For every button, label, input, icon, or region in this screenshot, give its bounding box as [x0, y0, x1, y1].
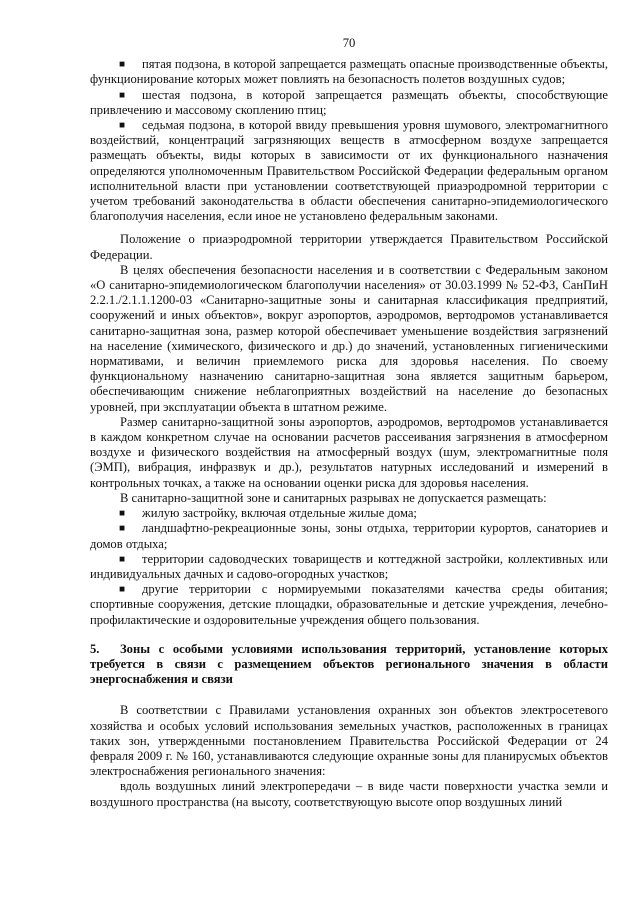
bullet-list-subzones: [90, 57, 608, 224]
bullet-item: ■ территории садоводческих товариществ и коттеджной застройки, коллективных или индивидуальных дачных и садово-огородных участков;: [90, 551, 608, 581]
paragraph: В санитарно-защитной зоне и санитарных разрывах не допускается размещать:: [120, 490, 547, 505]
bullet-icon: ■: [119, 508, 126, 520]
bullet-icon: ■: [119, 59, 126, 71]
bullet-item: ■ другие территории с нормируемыми показателями качества среды обитания; спортивные сооружения, детские площадки, образовательные и детские учреждения, лечебно-профилактические и оздоровительные учреждения общего пользования.: [90, 582, 608, 627]
section-title: Зоны с особыми условиями использования территорий, установление которых требуется в связи с размещением объектов регионального значения в области энергоснабжения и связи: [90, 641, 608, 687]
bullet-icon: ■: [119, 553, 126, 565]
bullet-item: ■ шестая подзона, в которой запрещается размещать объекты, способствующие привлечению и массовому скоплению птиц;: [90, 87, 608, 117]
paragraph: Положение о приаэродромной территории утверждается Правительством Российской Федерации.: [90, 232, 608, 262]
bullet-icon: ■: [119, 120, 126, 132]
section-number: 5.: [90, 641, 100, 656]
bullet-icon: ■: [119, 584, 126, 596]
paragraph: В соответствии с Правилами установления охранных зон объектов электросетевого хозяйства и особых условий использования земельных участков, расположенных в границах таких зон, утвержденными постановлением Правительства Российской Федерации от 24 февраля 2009 г. № 160, устанавливаются следующие охранные зоны для планирусмых объектов электроснабжения регионального значения:: [90, 703, 608, 779]
bullet-item: ■ ландшафтно-рекреационные зоны, зоны отдыха, территории курортов, санаториев и домов отдыха;: [90, 521, 608, 551]
section-heading: [90, 642, 608, 688]
document-page: [90, 36, 608, 810]
paragraph: вдоль воздушных линий электропередачи – в виде части поверхности участка земли и воздушного пространства (на высоту, соответствующую высоте опор воздушных линий: [90, 779, 608, 809]
bullet-item: ■ пятая подзона, в которой запрещается размещать опасные производственные объекты, функционирование которых может повлиять на безопасность полетов воздушных судов;: [90, 57, 608, 87]
bullet-item: ■ жилую застройку, включая отдельные жилые дома;: [119, 506, 417, 521]
paragraph: Размер санитарно-защитной зоны аэропортов, аэродромов, вертодромов устанавливается в каждом конкретном случае на основании расчетов рассеивания загрязнения в атмосферном воздухе и физического воздействия на атмосферный воздух (шум, электромагнитные поля (ЭМП), вибрация, инфразвук и др.), результатов натурных исследований и измерений в контрольных точках, а также на основании оценки риска для здоровья населения.: [90, 414, 608, 490]
bullet-item: ■ седьмая подзона, в которой ввиду превышения уровня шумового, электромагнитного воздействий, концентраций загрязняющих веществ в атмосферном воздухе запрещается размещать объекты, виды которых в зависимости от их функционального назначения определяются уполномоченным Правительством Российской Федерации федеральным органом исполнительной власти при установлении соответствующей приаэродромной территории с учетом требований законодательства в области обеспечения санитарно-эпидемиологического благополучия населения, если иное не установлено федеральным законами.: [90, 118, 608, 224]
paragraph: В целях обеспечения безопасности населения и в соответствии с Федеральным законом «О санитарно-эпидемиологическом благополучии населения» от 30.03.1999 № 52-ФЗ, СанПиН 2.2.1./2.1.1.1200-03 «Санитарно-защитные зоны и санитарная классификация предприятий, сооружений и иных объектов», вокруг аэропортов, аэродромов, вертодромов устанавливается санитарно-защитная зона, размер которой обеспечивает уменьшение воздействия загрязнений на население (химического, физического и др.) до значений, установленных гигиеническими нормативами, и величин приемлемого риска для здоровья населения. По своему функциональному назначению санитарно-защитная зона является защитным барьером, обеспечивающим снижение неблагоприятных воздействий на население до безопасных уровней, при эксплуатации объекта в штатном режиме.: [90, 262, 608, 414]
page-number: 70: [342, 36, 356, 50]
bullet-icon: ■: [119, 89, 126, 101]
bullet-icon: ■: [119, 523, 126, 535]
bullet-list-restrictions: [90, 506, 608, 628]
